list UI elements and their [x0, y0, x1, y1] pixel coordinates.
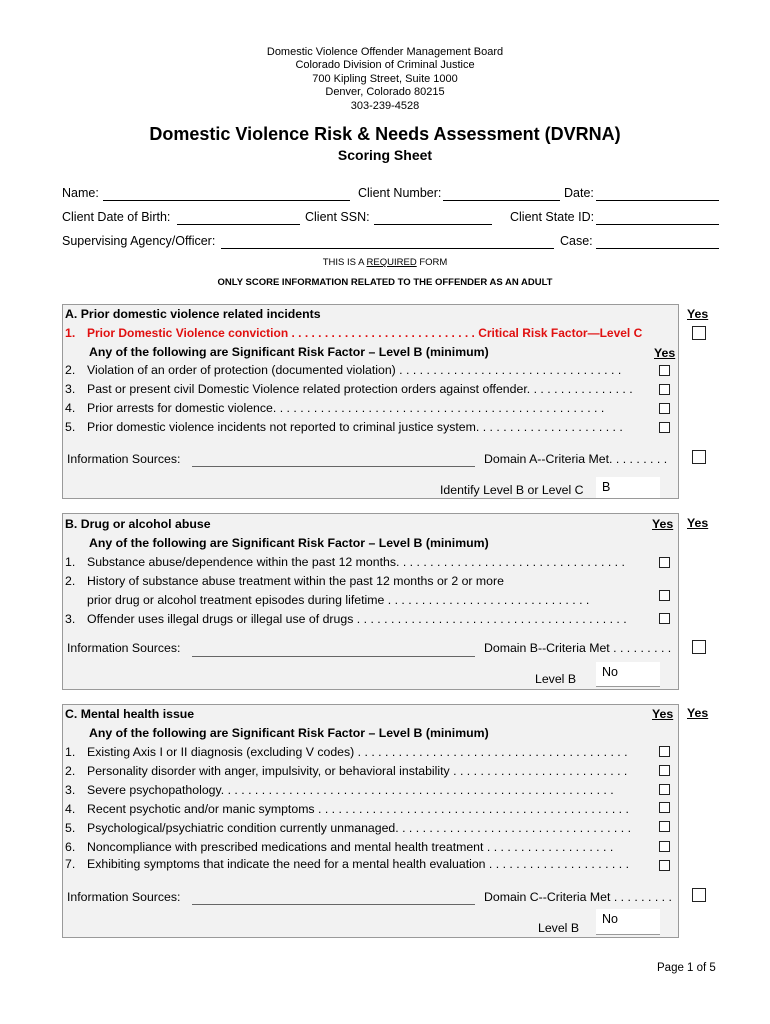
phone: 303-239-4528 — [350, 99, 420, 112]
client-number-label: Client Number: — [358, 186, 442, 200]
section-c — [62, 704, 679, 938]
list-item: Existing Axis I or II diagnosis (excluding V codes) . . . . . . . . . . . . . . . . . . . . . . . . . . . . . . . . . . . . . . . . — [87, 745, 628, 759]
list-item: History of substance abuse treatment within the past 12 months or 2 or more — [87, 574, 504, 588]
section-b-sources-field[interactable] — [192, 656, 475, 657]
section-b-level-field[interactable]: No — [596, 662, 660, 687]
list-item: Psychological/psychiatric condition currently unmanaged. . . . . . . . . . . . . . . . . . . . . . . . . . . . . . . . . . . — [87, 821, 632, 835]
page-subtitle: Scoring Sheet — [337, 147, 433, 163]
address-line-1: 700 Kipling Street, Suite 1000 — [312, 72, 458, 85]
section-c-item-2-checkbox[interactable] — [659, 765, 670, 776]
page-number: Page 1 of 5 — [657, 962, 716, 974]
case-label: Case: — [560, 234, 593, 248]
section-c-title: C. Mental health issue — [65, 707, 195, 721]
section-b-domain-met: Domain B--Criteria Met . . . . . . . . . — [484, 641, 672, 655]
section-c-yes-label: Yes — [652, 707, 674, 721]
section-a-level-label: Identify Level B or Level C — [440, 483, 584, 497]
section-c-level-label: Level B — [538, 921, 580, 935]
section-b-col-yes: Yes — [687, 516, 709, 530]
dob-label: Client Date of Birth: — [62, 210, 171, 224]
list-item: Violation of an order of protection (documented violation) . . . . . . . . . . . . . . . . . . . . . . . . . . . . . . . . . — [87, 363, 622, 377]
section-a-item-5-checkbox[interactable] — [659, 422, 670, 433]
list-item-num: 5. — [65, 420, 76, 434]
list-item-num: 6. — [65, 840, 76, 854]
list-item: Prior domestic violence incidents not reported to criminal justice system. . . . . . . . . . . . . . . . . . . . . . — [87, 420, 623, 434]
org-line-2: Colorado Division of Criminal Justice — [295, 59, 475, 72]
section-c-item-4-checkbox[interactable] — [659, 802, 670, 813]
section-c-item-6-checkbox[interactable] — [659, 841, 670, 852]
section-a-yes-label: Yes — [654, 346, 676, 360]
page-title: Domestic Violence Risk & Needs Assessment (DVRNA) — [149, 124, 621, 144]
section-b-item-1-checkbox[interactable] — [659, 557, 670, 568]
list-item: Severe psychopathology. . . . . . . . . . . . . . . . . . . . . . . . . . . . . . . . . . . . . . . . . . . . . . . . . . . . . . . . . . — [87, 783, 614, 797]
list-item: Substance abuse/dependence within the past 12 months. . . . . . . . . . . . . . . . . . . . . . . . . . . . . . . . . . — [87, 555, 625, 569]
section-c-sig-heading: Any of the following are Significant Risk Factor – Level B (minimum) — [89, 726, 489, 740]
section-a-col-yes: Yes — [687, 307, 709, 321]
list-item: prior drug or alcohol treatment episodes during lifetime . . . . . . . . . . . . . . . . . . . . . . . . . . . . . . — [87, 593, 590, 607]
section-c-level-field[interactable]: No — [596, 909, 660, 935]
section-a-critical-checkbox[interactable] — [692, 326, 706, 340]
notice-prefix: THIS IS A — [322, 257, 367, 268]
name-label: Name: — [62, 186, 99, 200]
section-a-domain-met: Domain A--Criteria Met. . . . . . . . . — [484, 452, 668, 466]
section-a-sources-label: Information Sources: — [67, 452, 181, 466]
section-a-sig-heading: Any of the following are Significant Risk Factor – Level B (minimum) — [89, 345, 489, 359]
notice-required: REQUIRED — [366, 257, 417, 268]
section-a-domain-checkbox[interactable] — [692, 450, 706, 464]
section-a-item-4-checkbox[interactable] — [659, 403, 670, 414]
agency-label: Supervising Agency/Officer: — [62, 234, 216, 248]
list-item: Recent psychotic and/or manic symptoms . . . . . . . . . . . . . . . . . . . . . . . . . . . . . . . . . . . . . . . . . . . . . . — [87, 802, 629, 816]
notice-suffix: FORM — [416, 257, 448, 268]
case-field[interactable] — [596, 248, 719, 249]
ssn-label: Client SSN: — [305, 210, 370, 224]
dob-field[interactable] — [177, 224, 300, 225]
list-item: Past or present civil Domestic Violence related protection orders against offender. . . . . . . . . . . . . . . . — [87, 382, 633, 396]
section-b — [62, 513, 679, 690]
section-c-item-1-checkbox[interactable] — [659, 746, 670, 757]
section-a-title: A. Prior domestic violence related incidents — [65, 307, 321, 321]
list-item: Personality disorder with anger, impulsivity, or behavioral instability . . . . . . . . . . . . . . . . . . . . . . . . . . — [87, 764, 628, 778]
section-b-item-2-checkbox[interactable] — [659, 590, 670, 601]
section-a-item-num: 1. — [65, 326, 76, 340]
org-header — [0, 46, 770, 113]
section-c-sources-field[interactable] — [192, 904, 475, 905]
list-item: Noncompliance with prescribed medications and mental health treatment . . . . . . . . . . . . . . . . . . . — [87, 840, 614, 854]
list-item-num: 5. — [65, 821, 76, 835]
section-a-critical-item: Prior Domestic Violence conviction . . . . . . . . . . . . . . . . . . . . . . . . . . . . Critical Risk Factor—Level C — [87, 326, 643, 340]
ssn-field[interactable] — [374, 224, 492, 225]
section-c-sources-label: Information Sources: — [67, 890, 181, 904]
section-b-level-label: Level B — [535, 672, 577, 686]
section-a-level-field[interactable]: B — [596, 477, 660, 499]
agency-field[interactable] — [221, 248, 554, 249]
state-id-label: Client State ID: — [510, 210, 595, 224]
list-item: Exhibiting symptoms that indicate the need for a mental health evaluation . . . . . . . . . . . . . . . . . . . . . — [87, 857, 630, 871]
client-number-field[interactable] — [443, 200, 560, 201]
list-item-num: 1. — [65, 745, 76, 759]
section-b-title: B. Drug or alcohol abuse — [65, 517, 211, 531]
list-item-num: 7. — [65, 857, 76, 871]
address-line-2: Denver, Colorado 80215 — [325, 86, 445, 99]
section-a-item-2-checkbox[interactable] — [659, 365, 670, 376]
list-item-num: 3. — [65, 382, 76, 396]
section-c-item-3-checkbox[interactable] — [659, 784, 670, 795]
org-line-1: Domestic Violence Offender Management Board — [266, 46, 504, 58]
required-notice — [0, 257, 770, 268]
list-item: Prior arrests for domestic violence. . . . . . . . . . . . . . . . . . . . . . . . . . . . . . . . . . . . . . . . . . . . . . . . . — [87, 401, 605, 415]
section-c-item-7-checkbox[interactable] — [659, 860, 670, 871]
list-item-num: 1. — [65, 555, 76, 569]
section-b-yes-label: Yes — [652, 517, 674, 531]
list-item-num: 2. — [65, 574, 76, 588]
state-id-field[interactable] — [596, 224, 719, 225]
list-item-num: 4. — [65, 401, 76, 415]
section-a-item-3-checkbox[interactable] — [659, 384, 670, 395]
list-item-num: 2. — [65, 764, 76, 778]
section-a-sources-field[interactable] — [192, 466, 475, 467]
section-b-domain-checkbox[interactable] — [692, 640, 706, 654]
list-item-num: 3. — [65, 783, 76, 797]
date-label: Date: — [564, 186, 594, 200]
section-c-domain-checkbox[interactable] — [692, 888, 706, 902]
adult-instruction: ONLY SCORE INFORMATION RELATED TO THE OFFENDER AS AN ADULT — [217, 277, 553, 288]
list-item-num: 4. — [65, 802, 76, 816]
section-a — [62, 304, 679, 499]
section-c-domain-met: Domain C--Criteria Met . . . . . . . . . — [484, 890, 672, 904]
section-b-sig-heading: Any of the following are Significant Risk Factor – Level B (minimum) — [89, 536, 489, 550]
section-c-col-yes: Yes — [687, 706, 709, 720]
list-item: Offender uses illegal drugs or illegal use of drugs . . . . . . . . . . . . . . . . . . . . . . . . . . . . . . . . . . . . . . . . — [87, 612, 627, 626]
name-field[interactable] — [103, 200, 350, 201]
section-c-item-5-checkbox[interactable] — [659, 821, 670, 832]
section-b-sources-label: Information Sources: — [67, 641, 181, 655]
list-item-num: 3. — [65, 612, 76, 626]
list-item-num: 2. — [65, 363, 76, 377]
date-field[interactable] — [596, 200, 719, 201]
section-b-item-3-checkbox[interactable] — [659, 613, 670, 624]
